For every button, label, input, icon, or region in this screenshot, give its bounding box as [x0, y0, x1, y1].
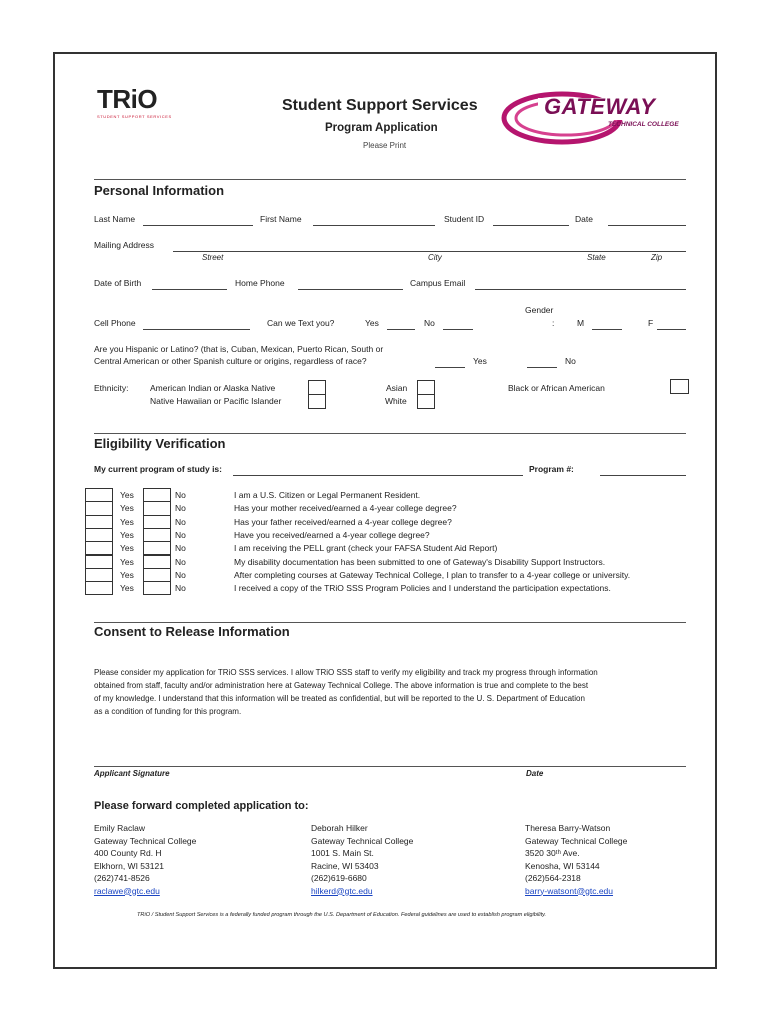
yes-checkbox[interactable] — [85, 515, 113, 529]
contact-city: Racine, WI 53403 — [311, 860, 379, 871]
no-label: No — [175, 529, 186, 540]
gender-female-label: F — [648, 318, 654, 328]
gender-label: Gender — [525, 305, 554, 315]
signature-line[interactable] — [94, 766, 686, 767]
eligibility-heading: Eligibility Verification — [94, 436, 226, 451]
no-checkbox[interactable] — [143, 581, 171, 595]
no-checkbox[interactable] — [143, 541, 171, 555]
first-name-field[interactable] — [313, 225, 435, 226]
gateway-logo-subtitle: TECHNICAL COLLEGE — [608, 121, 679, 128]
street-label: Street — [202, 253, 224, 262]
no-label: No — [175, 569, 186, 580]
contact-org: Gateway Technical College — [311, 835, 414, 846]
contact-raclaw — [94, 822, 196, 897]
yes-checkbox[interactable] — [85, 541, 113, 555]
gender-male-field[interactable] — [592, 329, 622, 330]
text-yes-label: Yes — [365, 318, 379, 328]
gateway-logo-text: GATEWAY — [544, 94, 656, 119]
eligibility-statement: My disability documentation has been submitted to one of Gateway's Disability Support Instructors. — [234, 556, 606, 567]
contact-name: Emily Raclaw — [94, 823, 146, 833]
yes-checkbox[interactable] — [85, 568, 113, 582]
application-page — [53, 52, 717, 969]
divider — [94, 622, 686, 623]
eligibility-statement: I received a copy of the TRiO SSS Program Policies and I understand the participation expectations. — [234, 583, 611, 594]
eligibility-statement: Has your father received/earned a 4-year college degree? — [234, 516, 452, 527]
no-label: No — [175, 516, 186, 527]
contact-address: 1001 S. Main St. — [311, 848, 374, 858]
contact-email-link[interactable]: raclawe@gtc.edu — [94, 885, 160, 896]
hispanic-no-label: No — [565, 356, 576, 366]
yes-label: Yes — [120, 569, 134, 580]
eligibility-statement: I am receiving the PELL grant (check your FAFSA Student Aid Report) — [234, 543, 498, 554]
campus-email-field[interactable] — [475, 289, 686, 290]
yes-checkbox[interactable] — [85, 581, 113, 595]
page-subtitle: Program Application — [325, 122, 438, 134]
trio-logo-subtitle: STUDENT SUPPORT SERVICES — [97, 114, 172, 119]
program-of-study-field[interactable] — [233, 475, 523, 476]
contact-phone: (262)619-6680 — [311, 873, 367, 883]
signature-date-label: Date — [526, 769, 544, 778]
contact-city: Kenosha, WI 53144 — [525, 860, 600, 871]
gender-colon: : — [552, 318, 555, 328]
text-no-field[interactable] — [443, 329, 473, 330]
yes-checkbox[interactable] — [85, 488, 113, 502]
consent-line: obtained from staff, faculty and/or administration here at Gateway Technical College. The above information is true and complete to the best — [94, 681, 589, 690]
mailing-address-label: Mailing Address — [94, 240, 155, 250]
last-name-label: Last Name — [94, 214, 136, 224]
hispanic-question-line2: Central American or other Spanish culture or origins, regardless of race? — [94, 356, 367, 366]
eligibility-statement: I am a U.S. Citizen or Legal Permanent Resident. — [234, 490, 421, 500]
state-label: State — [587, 253, 606, 262]
eth-hawaiian-label: Native Hawaiian or Pacific Islander — [150, 396, 282, 406]
divider — [94, 179, 686, 180]
contact-hilker — [311, 822, 413, 897]
program-number-label: Program #: — [529, 464, 574, 474]
no-label: No — [175, 556, 186, 567]
applicant-signature-label: Applicant Signature — [94, 769, 170, 778]
mailing-address-field[interactable] — [173, 251, 686, 252]
please-print-note: Please Print — [363, 141, 407, 150]
hispanic-yes-field[interactable] — [435, 367, 465, 368]
eth-american-indian-checkbox[interactable] — [308, 380, 326, 395]
ethnicity-label: Ethnicity: — [94, 383, 129, 393]
yes-label: Yes — [120, 583, 134, 594]
no-label: No — [175, 490, 186, 500]
zip-label: Zip — [651, 253, 663, 262]
contact-org: Gateway Technical College — [525, 835, 628, 846]
trio-logo — [97, 86, 172, 119]
contact-email-link[interactable]: barry-watsont@gtc.edu — [525, 885, 614, 896]
yes-label: Yes — [120, 490, 134, 500]
eth-american-indian-label: American Indian or Alaska Native — [150, 383, 276, 393]
program-of-study-label: My current program of study is: — [94, 464, 222, 474]
eligibility-statement: Have you received/earned a 4-year college degree? — [234, 529, 430, 540]
eligibility-statement: After completing courses at Gateway Technical College, I plan to transfer to a 4-year college or university. — [234, 569, 631, 580]
contact-city: Elkhorn, WI 53121 — [94, 860, 164, 871]
date-label: Date — [575, 214, 593, 224]
yes-label: Yes — [120, 543, 134, 554]
eth-hawaiian-checkbox[interactable] — [308, 394, 326, 409]
consent-line: of my knowledge. I understand that this information will be treated as confidential, but will be reported to the U. S. Department of Education — [94, 694, 585, 703]
hispanic-no-field[interactable] — [527, 367, 557, 368]
cell-phone-label: Cell Phone — [94, 318, 136, 328]
forward-heading: Please forward completed application to: — [94, 800, 309, 812]
yes-checkbox[interactable] — [85, 501, 113, 515]
trio-logo-text: TRiO — [97, 84, 158, 114]
no-checkbox[interactable] — [143, 555, 171, 569]
yes-checkbox[interactable] — [85, 528, 113, 542]
no-label: No — [175, 543, 186, 554]
yes-checkbox[interactable] — [85, 555, 113, 569]
consent-line: as a condition of funding for this program. — [94, 707, 242, 716]
student-id-field[interactable] — [493, 225, 569, 226]
eth-asian-checkbox[interactable] — [417, 380, 435, 395]
home-phone-label: Home Phone — [235, 278, 285, 288]
consent-line: Please consider my application for TRiO SSS services. I allow TRiO SSS staff to verify my eligibility and track my progress through information — [94, 668, 598, 677]
program-number-field[interactable] — [600, 475, 686, 476]
home-phone-field[interactable] — [298, 289, 403, 290]
hispanic-yes-label: Yes — [473, 356, 487, 366]
no-checkbox[interactable] — [143, 501, 171, 515]
contact-phone: (262)741-8526 — [94, 873, 150, 883]
yes-label: Yes — [120, 503, 134, 514]
eth-black-checkbox[interactable] — [670, 379, 689, 394]
text-question-label: Can we Text you? — [267, 318, 335, 328]
no-checkbox[interactable] — [143, 488, 171, 502]
first-name-label: First Name — [260, 214, 302, 224]
text-no-label: No — [424, 318, 435, 328]
yes-label: Yes — [120, 516, 134, 527]
consent-heading: Consent to Release Information — [94, 624, 290, 639]
dob-label: Date of Birth — [94, 278, 142, 288]
footer-note: TRiO / Student Support Services is a federally funded program through the U.S. Department of Education. Federal guidelines are used to establish program eligibility. — [137, 912, 547, 918]
eth-white-label: White — [385, 396, 407, 406]
student-id-label: Student ID — [444, 214, 485, 224]
gender-male-label: M — [577, 318, 585, 328]
yes-label: Yes — [120, 529, 134, 540]
no-label: No — [175, 583, 186, 594]
no-checkbox[interactable] — [143, 568, 171, 582]
last-name-field[interactable] — [143, 225, 253, 226]
contact-barry-watson — [525, 822, 627, 897]
contact-address: 3520 30ᵗʰ Ave. — [525, 848, 580, 858]
eth-black-label: Black or African American — [508, 383, 605, 393]
dob-field[interactable] — [152, 289, 227, 290]
contact-email-link[interactable]: hilkerd@gtc.edu — [311, 885, 373, 896]
text-yes-field[interactable] — [387, 329, 415, 330]
eth-asian-label: Asian — [386, 383, 408, 393]
contact-phone: (262)564-2318 — [525, 873, 581, 883]
gender-female-field[interactable] — [657, 329, 686, 330]
personal-info-heading: Personal Information — [94, 183, 225, 198]
cell-phone-field[interactable] — [143, 329, 250, 330]
city-label: City — [428, 253, 442, 262]
campus-email-label: Campus Email — [410, 278, 466, 288]
gateway-logo — [500, 88, 700, 148]
divider — [94, 433, 686, 434]
no-label: No — [175, 503, 186, 514]
page-title: Student Support Services — [282, 97, 478, 114]
no-checkbox[interactable] — [143, 528, 171, 542]
contact-name: Deborah Hilker — [311, 823, 368, 833]
yes-label: Yes — [120, 556, 134, 567]
contact-address: 400 County Rd. H — [94, 848, 162, 858]
eligibility-statement: Has your mother received/earned a 4-year college degree? — [234, 503, 457, 514]
contact-org: Gateway Technical College — [94, 835, 197, 846]
hispanic-question-line1: Are you Hispanic or Latino? (that is, Cuban, Mexican, Puerto Rican, South or — [94, 344, 384, 354]
contact-name: Theresa Barry-Watson — [525, 823, 611, 833]
date-field[interactable] — [608, 225, 686, 226]
eth-white-checkbox[interactable] — [417, 394, 435, 409]
no-checkbox[interactable] — [143, 515, 171, 529]
